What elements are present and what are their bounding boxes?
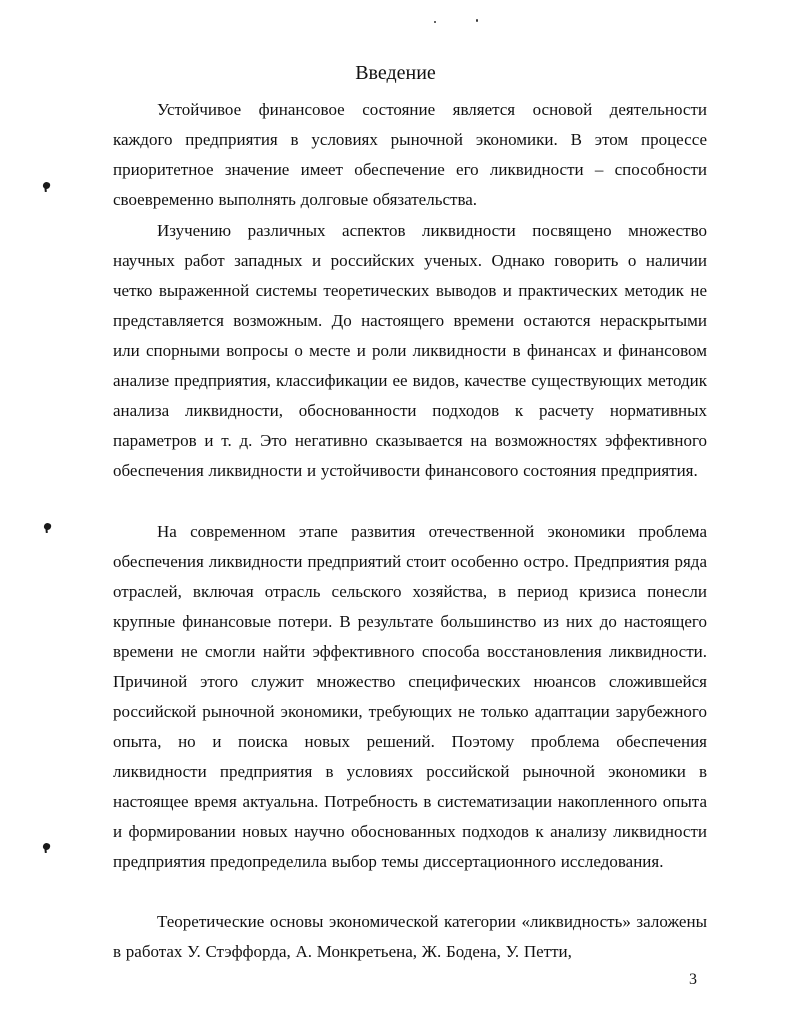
- paragraph: Теоретические основы экономической категории «ликвидность» заложены в работах У. Стэффорда, А. Монкретьена, Ж. Бодена, У. Петти,: [113, 912, 707, 961]
- binding-hole-mark: [42, 181, 51, 190]
- page-number: 3: [689, 971, 697, 988]
- binding-hole-mark: [43, 522, 52, 531]
- paragraph: На современном этапе развития отечественной экономики проблема обеспечения ликвидности предприятий стоит особенно остро. Предприятия ряда отраслей, включая отрасль сельского хозяйства, в период кризиса понесли крупные финансовые потери. В результате большинство из них до настоящего времени не смогли найти эффективного способа восстановления ликвидности. Причиной этого служит множество специфических нюансов сложившейся российской рыночной экономики, требующих не только адаптации зарубежного опыта, но и поиска новых решений. Поэтому проблема обеспечения ликвидности предприятия в условиях российской рыночной экономики в настоящее время актуальна. Потребность в систематизации накопленного опыта и формировании новых научно обоснованных подходов к анализу ликвидности предприятия предопределила выбор темы диссертационного исследования.: [113, 522, 707, 871]
- page-title: Введение: [355, 62, 436, 84]
- paragraph: Устойчивое финансовое состояние является основой деятельности каждого предприятия в условиях рыночной экономики. В этом процессе приоритетное значение имеет обеспечение его ликвидности – способности своевременно выполнять долговые обязательства.: [113, 100, 707, 209]
- scan-speck: [476, 19, 478, 22]
- binding-hole-mark: [42, 842, 51, 851]
- paragraph: Изучению различных аспектов ликвидности посвящено множество научных работ западных и российских ученых. Однако говорить о наличии четко выраженной системы теоретических выводов и практических методик не представляется возможным. До настоящего времени остаются нераскрытыми или спорными вопросы о месте и роли ликвидности в финансах и финансовом анализе предприятия, классификации ее видов, качестве существующих методик анализа ликвидности, обоснованности подходов к расчету нормативных параметров и т. д. Это негативно сказывается на возможностях эффективного обеспечения ликвидности и устойчивости финансового состояния предприятия.: [113, 221, 707, 480]
- scan-speck: [434, 21, 436, 23]
